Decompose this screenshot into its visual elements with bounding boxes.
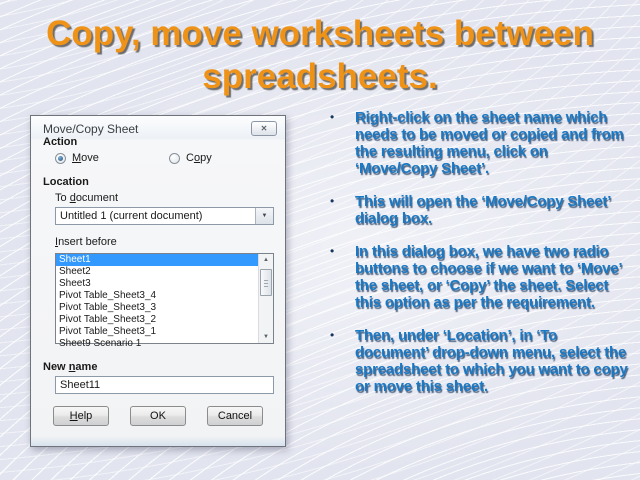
to-document-dropdown-value: Untitled 1 (current document) [60, 210, 203, 222]
to-document-label: To document [55, 192, 119, 204]
close-icon: ✕ [260, 124, 268, 133]
ok-button[interactable] [130, 406, 186, 426]
slide-title-line1: Copy, move worksheets between [46, 14, 594, 53]
scrollbar-grip-icon [264, 280, 268, 287]
bullet-text: This will open the ‘Move/Copy Sheet’ dialog box. [355, 193, 611, 227]
new-name-input[interactable] [55, 376, 274, 394]
slide-title [0, 12, 640, 98]
action-radio-row [55, 152, 273, 166]
insert-before-listbox [55, 253, 274, 349]
slide-title-line2: spreadsheets. [202, 57, 438, 96]
list-item[interactable]: Pivot Table_Sheet3_4 [59, 290, 157, 301]
list-item[interactable]: Sheet3 [59, 278, 91, 289]
scrollbar-thumb[interactable] [260, 269, 272, 296]
move-copy-sheet-dialog [30, 115, 286, 447]
insert-before-label: Insert before [55, 236, 117, 248]
list-item[interactable]: Pivot Table_Sheet3_1 [59, 326, 157, 337]
list-item[interactable]: Sheet1 [56, 254, 259, 266]
list-item [327, 243, 632, 311]
bullet-list [327, 109, 632, 395]
location-group-label: Location [43, 176, 89, 188]
help-button[interactable] [53, 406, 109, 426]
copy-radio[interactable] [169, 152, 212, 164]
cancel-button[interactable] [207, 406, 263, 426]
new-name-label: New name [43, 361, 98, 373]
list-item[interactable]: Sheet9 Scenario 1 [59, 338, 142, 349]
help-button-label: Help [69, 410, 93, 422]
list-item[interactable]: Sheet2 [59, 266, 91, 277]
bullet-text: In this dialog box, we have two radio buttons to choose if we want to ‘Move’ the sheet, or ‘Copy’ the sheet. Select this option as per the requirement. [355, 243, 622, 311]
close-button[interactable] [251, 121, 277, 136]
list-item [327, 109, 632, 177]
radio-selected-icon [55, 153, 66, 164]
list-item [327, 193, 632, 227]
to-document-dropdown[interactable] [55, 207, 274, 225]
list-item[interactable]: Pivot Table_Sheet3_3 [59, 302, 157, 313]
dialog-button-row [31, 406, 285, 426]
move-radio[interactable] [55, 152, 99, 164]
sheet-list [56, 254, 259, 349]
list-item [327, 327, 632, 395]
dialog-title: Move/Copy Sheet [43, 122, 139, 136]
bullet-icon: • [330, 328, 335, 342]
chevron-down-icon: ▼ [261, 213, 268, 219]
move-radio-label: Move [72, 152, 99, 164]
bullet-icon: • [330, 110, 335, 124]
bullet-icon: • [330, 244, 335, 258]
bullet-text: Right-click on the sheet name which needs to be moved or copied and from the resulting menu, click on ‘Move/Copy Sheet’. [355, 109, 624, 177]
list-scrollbar[interactable] [258, 254, 273, 343]
dropdown-arrow-button[interactable] [255, 208, 273, 224]
copy-radio-label: Copy [186, 152, 212, 164]
cancel-button-label: Cancel [217, 410, 253, 422]
bullet-icon: • [330, 194, 335, 208]
scroll-up-icon: ▲ [263, 257, 269, 263]
scroll-up-button[interactable] [259, 254, 273, 266]
radio-unselected-icon [169, 153, 180, 164]
bullet-text: Then, under ‘Location’, in ‘To document’ drop-down menu, select the spreadsheet to which you want to copy or move this sheet. [355, 327, 628, 395]
list-item[interactable]: Pivot Table_Sheet3_2 [59, 314, 157, 325]
action-group-label: Action [43, 136, 78, 148]
scroll-down-button[interactable] [259, 331, 273, 343]
scroll-down-icon: ▼ [263, 334, 269, 340]
ok-button-label: OK [150, 410, 166, 422]
